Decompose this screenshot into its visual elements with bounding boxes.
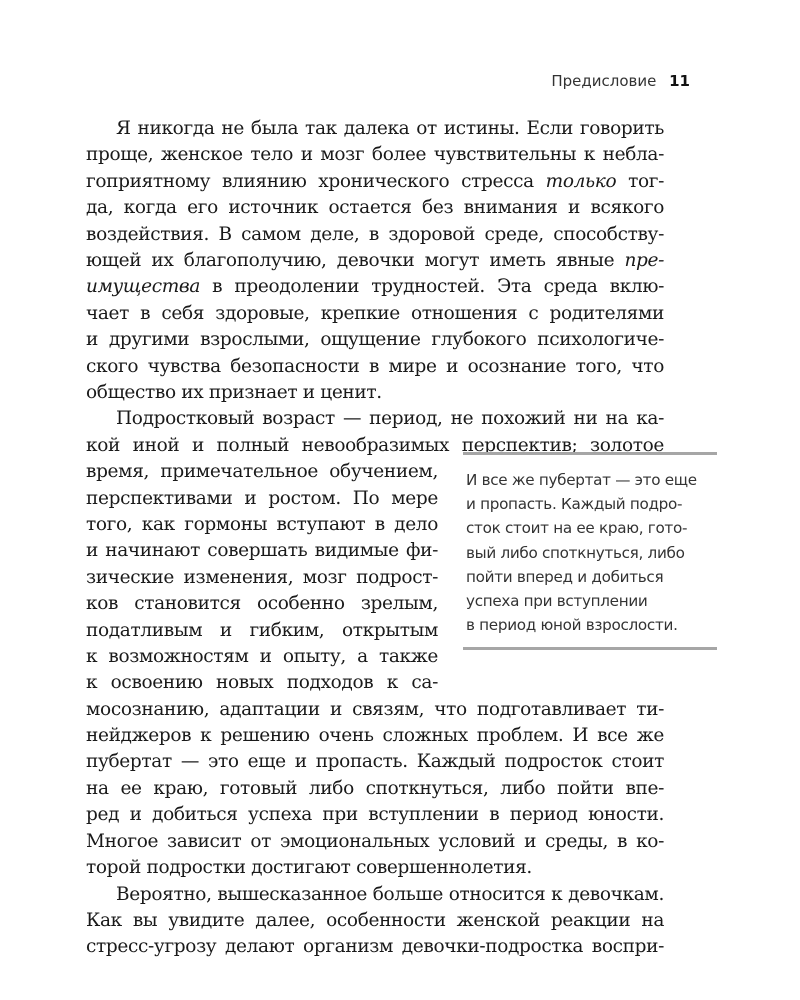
text-line: общество их признает и ценит. <box>86 381 382 403</box>
text-line: ского чувства безопасности в мире и осознание того, что <box>86 355 664 377</box>
text-line: зические изменения, мозг подрост- <box>86 566 438 588</box>
section-title: Предисловие <box>551 72 657 90</box>
text-line: торой подростки достигают совершеннолетия. <box>86 857 532 879</box>
emphasis: только <box>545 170 617 192</box>
text-line: к возможностям и опыту, а также <box>86 645 438 667</box>
text-line: имущества в преодолении трудностей. Эта среда вклю- <box>86 276 664 298</box>
pull-quote-line: успеха при вступлении <box>466 592 648 611</box>
text-line: Я никогда не была так далека от истины. Если говорить <box>116 118 664 139</box>
text-line: чает в себя здоровые, крепкие отношения с родителями <box>86 302 664 324</box>
text-line: гоприятному влиянию хронического стресса только тог- <box>86 170 665 192</box>
pull-quote-line: пойти вперед и добиться <box>466 567 664 586</box>
pull-quote-line: в период юной взрослости. <box>466 616 678 635</box>
text-line: ющей их благополучию, девочки могут иметь явные пре- <box>86 249 664 271</box>
text-line: и другими взрослыми, ощущение глубокого психологиче- <box>86 329 664 351</box>
text-line: Подростковый возраст — период, не похожий ни на ка- <box>116 408 664 430</box>
text-line: воздействия. В самом деле, в здоровой среде, способству- <box>86 223 664 245</box>
text-line: стресс-угрозу делают организм девочки-подростка воспри- <box>86 936 664 958</box>
text-line: да, когда его источник остается без внимания и всякого <box>86 197 664 219</box>
text-line: ред и добиться успеха при вступлении в период юности. <box>86 804 664 826</box>
text-line: Многое зависит от эмоциональных условий и среды, в ко- <box>86 830 664 852</box>
text-line: время, примечательное обучением, <box>86 461 438 483</box>
text-line: нейджеров к решению очень сложных проблем. И все же <box>86 725 664 747</box>
running-header <box>551 72 690 90</box>
text-line: податливым и гибким, открытым <box>86 619 438 641</box>
pull-quote-line: сток стоит на ее краю, гото- <box>466 519 688 538</box>
text-line: и начинают совершать видимые фи- <box>86 540 438 562</box>
text-line: Как вы увидите далее, особенности женской реакции на <box>86 909 664 931</box>
paragraph-1 <box>86 116 664 406</box>
text-line: пубертат — это еще и пропасть. Каждый подросток стоит <box>86 751 664 773</box>
text-line: на ее краю, готовый либо споткнуться, либо пойти впе- <box>86 777 664 799</box>
text-line: перспективами и ростом. По мере <box>86 487 438 509</box>
pull-quote-line: И все же пубертат — это еще <box>466 471 697 489</box>
page-number: 11 <box>669 72 690 90</box>
text-line: Вероятно, вышесказанное больше относится к девочкам. <box>116 883 664 905</box>
text-line: кой иной и полный невообразимых перспектив; золотое <box>86 434 664 456</box>
paragraph-3 <box>86 882 664 961</box>
emphasis: имущества <box>86 276 201 298</box>
pull-quote-line: вый либо споткнуться, либо <box>466 543 685 562</box>
pull-quote <box>463 452 717 650</box>
text-line: к освоению новых подходов к са- <box>86 672 438 694</box>
emphasis: пре- <box>624 249 664 271</box>
pull-quote-line: и пропасть. Каждый подро- <box>466 495 683 514</box>
text-line: мосознанию, адаптации и связям, что подготавливает ти- <box>86 698 664 720</box>
text-line: того, как гормоны вступают в дело <box>86 513 438 535</box>
text-line: ков становится особенно зрелым, <box>86 593 438 615</box>
text-line: проще, женское тело и мозг более чувствительны к небла- <box>86 144 664 166</box>
